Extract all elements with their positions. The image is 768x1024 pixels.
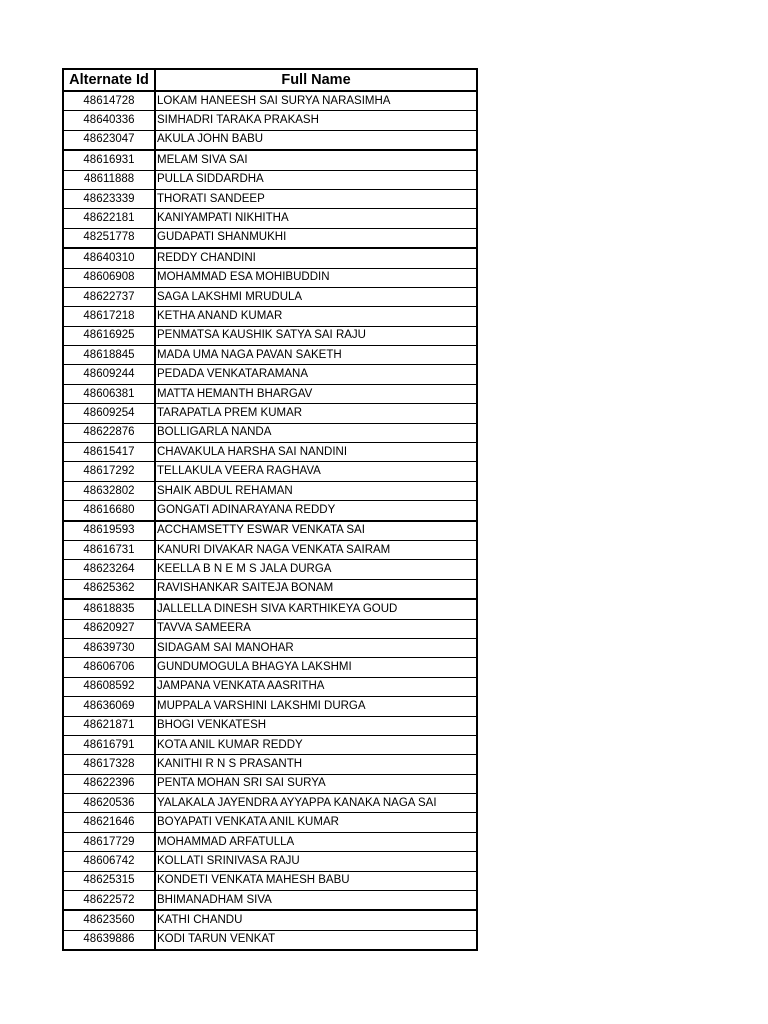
full-name-cell: MOHAMMAD ARFATULLA (155, 832, 477, 851)
alternate-id-cell: 48622572 (63, 891, 155, 911)
full-name-cell: LOKAM HANEESH SAI SURYA NARASIMHA (155, 91, 477, 111)
table-row (63, 540, 477, 559)
full-name-cell: TELLAKULA VEERA RAGHAVA (155, 462, 477, 481)
full-name-cell: CHAVAKULA HARSHA SAI NANDINI (155, 443, 477, 462)
alternate-id-cell: 48616731 (63, 540, 155, 559)
table-row (63, 716, 477, 735)
alternate-id-cell: 48636069 (63, 697, 155, 716)
full-name-cell: JAMPANA VENKATA AASRITHA (155, 677, 477, 696)
full-name-cell: KOTA ANIL KUMAR REDDY (155, 735, 477, 754)
table-row (63, 443, 477, 462)
full-name-cell: REDDY CHANDINI (155, 248, 477, 268)
full-name-cell: PEDADA VENKATARAMANA (155, 365, 477, 384)
alternate-id-cell: 48625315 (63, 871, 155, 890)
alternate-id-cell: 48609244 (63, 365, 155, 384)
alternate-id-cell: 48618835 (63, 599, 155, 619)
table-row (63, 248, 477, 268)
alternate-id-cell: 48619593 (63, 521, 155, 541)
full-name-cell: KOLLATI SRINIVASA RAJU (155, 852, 477, 871)
table-row (63, 111, 477, 130)
alternate-id-cell: 48622396 (63, 774, 155, 793)
table-row (63, 930, 477, 950)
full-name-cell: KETHA ANAND KUMAR (155, 307, 477, 326)
alternate-id-cell: 48616680 (63, 501, 155, 521)
full-name-cell: SIDAGAM SAI MANOHAR (155, 638, 477, 657)
full-name-cell: TARAPATLA PREM KUMAR (155, 404, 477, 423)
alternate-id-cell: 48614728 (63, 91, 155, 111)
table-row (63, 501, 477, 521)
table-row (63, 891, 477, 911)
table-row (63, 871, 477, 890)
full-name-cell: SIMHADRI TARAKA PRAKASH (155, 111, 477, 130)
table-row (63, 209, 477, 228)
table-row (63, 189, 477, 208)
full-name-cell: RAVISHANKAR SAITEJA BONAM (155, 579, 477, 599)
table-row (63, 852, 477, 871)
alternate-id-cell: 48606908 (63, 268, 155, 287)
table-row (63, 481, 477, 500)
alternate-id-cell: 48616931 (63, 150, 155, 170)
full-name-cell: BHOGI VENKATESH (155, 716, 477, 735)
full-name-cell: GUNDUMOGULA BHAGYA LAKSHMI (155, 658, 477, 677)
column-header-full-name: Full Name (155, 69, 477, 91)
full-name-cell: THORATI SANDEEP (155, 189, 477, 208)
table-row (63, 638, 477, 657)
alternate-id-cell: 48622876 (63, 423, 155, 442)
full-name-cell: SAGA LAKSHMI MRUDULA (155, 287, 477, 306)
table-row (63, 735, 477, 754)
table-row (63, 170, 477, 189)
full-name-cell: BHIMANADHAM SIVA (155, 891, 477, 911)
full-name-cell: GUDAPATI SHANMUKHI (155, 228, 477, 248)
header-row (63, 69, 477, 91)
alternate-id-cell: 48640310 (63, 248, 155, 268)
full-name-cell: MOHAMMAD ESA MOHIBUDDIN (155, 268, 477, 287)
alternate-id-cell: 48632802 (63, 481, 155, 500)
full-name-cell: AKULA JOHN BABU (155, 130, 477, 150)
full-name-cell: BOYAPATI VENKATA ANIL KUMAR (155, 813, 477, 832)
full-name-cell: KATHI CHANDU (155, 910, 477, 930)
full-name-cell: MATTA HEMANTH BHARGAV (155, 384, 477, 403)
full-name-cell: YALAKALA JAYENDRA AYYAPPA KANAKA NAGA SAI (155, 794, 477, 813)
alternate-id-cell: 48618845 (63, 346, 155, 365)
full-name-cell: TAVVA SAMEERA (155, 619, 477, 638)
alternate-id-cell: 48621646 (63, 813, 155, 832)
data-table (62, 68, 478, 951)
table-row (63, 130, 477, 150)
table-row (63, 462, 477, 481)
full-name-cell: KANIYAMPATI NIKHITHA (155, 209, 477, 228)
alternate-id-cell: 48639730 (63, 638, 155, 657)
table-row (63, 268, 477, 287)
alternate-id-cell: 48609254 (63, 404, 155, 423)
full-name-cell: MADA UMA NAGA PAVAN SAKETH (155, 346, 477, 365)
alternate-id-cell: 48611888 (63, 170, 155, 189)
alternate-id-cell: 48625362 (63, 579, 155, 599)
full-name-cell: PENMATSA KAUSHIK SATYA SAI RAJU (155, 326, 477, 345)
table-row (63, 228, 477, 248)
alternate-id-cell: 48639886 (63, 930, 155, 950)
column-header-alternate-id: Alternate Id (63, 69, 155, 91)
full-name-cell: BOLLIGARLA NANDA (155, 423, 477, 442)
table-row (63, 365, 477, 384)
table-row (63, 599, 477, 619)
alternate-id-cell: 48617218 (63, 307, 155, 326)
table-row (63, 384, 477, 403)
alternate-id-cell: 48623047 (63, 130, 155, 150)
table-row (63, 579, 477, 599)
alternate-id-cell: 48620927 (63, 619, 155, 638)
table-row (63, 774, 477, 793)
table-row (63, 560, 477, 579)
table-row (63, 658, 477, 677)
alternate-id-cell: 48606742 (63, 852, 155, 871)
table-body (63, 91, 477, 950)
alternate-id-cell: 48617328 (63, 755, 155, 774)
table-row (63, 91, 477, 111)
alternate-id-cell: 48622737 (63, 287, 155, 306)
full-name-cell: KEELLA B N E M S JALA DURGA (155, 560, 477, 579)
alternate-id-cell: 48623560 (63, 910, 155, 930)
alternate-id-cell: 48640336 (63, 111, 155, 130)
full-name-cell: SHAIK ABDUL REHAMAN (155, 481, 477, 500)
full-name-cell: KANITHI R N S PRASANTH (155, 755, 477, 774)
alternate-id-cell: 48623339 (63, 189, 155, 208)
alternate-id-cell: 48615417 (63, 443, 155, 462)
alternate-id-cell: 48251778 (63, 228, 155, 248)
alternate-id-cell: 48620536 (63, 794, 155, 813)
table-row (63, 404, 477, 423)
table-row (63, 307, 477, 326)
alternate-id-cell: 48623264 (63, 560, 155, 579)
table-row (63, 287, 477, 306)
table-row (63, 755, 477, 774)
full-name-cell: KODI TARUN VENKAT (155, 930, 477, 950)
full-name-cell: GONGATI ADINARAYANA REDDY (155, 501, 477, 521)
alternate-id-cell: 48617729 (63, 832, 155, 851)
table-row (63, 677, 477, 696)
table-row (63, 521, 477, 541)
alternate-id-cell: 48606706 (63, 658, 155, 677)
full-name-cell: ACCHAMSETTY ESWAR VENKATA SAI (155, 521, 477, 541)
table-row (63, 346, 477, 365)
full-name-cell: PULLA SIDDARDHA (155, 170, 477, 189)
table-row (63, 423, 477, 442)
alternate-id-cell: 48621871 (63, 716, 155, 735)
table-row (63, 150, 477, 170)
full-name-cell: JALLELLA DINESH SIVA KARTHIKEYA GOUD (155, 599, 477, 619)
table-row (63, 832, 477, 851)
alternate-id-cell: 48617292 (63, 462, 155, 481)
table-row (63, 326, 477, 345)
alternate-id-cell: 48616791 (63, 735, 155, 754)
alternate-id-cell: 48616925 (63, 326, 155, 345)
full-name-cell: KONDETI VENKATA MAHESH BABU (155, 871, 477, 890)
alternate-id-cell: 48622181 (63, 209, 155, 228)
table-row (63, 794, 477, 813)
table-row (63, 910, 477, 930)
alternate-id-cell: 48606381 (63, 384, 155, 403)
full-name-cell: PENTA MOHAN SRI SAI SURYA (155, 774, 477, 793)
full-name-cell: MUPPALA VARSHINI LAKSHMI DURGA (155, 697, 477, 716)
table-row (63, 813, 477, 832)
alternate-id-cell: 48608592 (63, 677, 155, 696)
table-row (63, 619, 477, 638)
full-name-cell: KANURI DIVAKAR NAGA VENKATA SAIRAM (155, 540, 477, 559)
full-name-cell: MELAM SIVA SAI (155, 150, 477, 170)
table-row (63, 697, 477, 716)
